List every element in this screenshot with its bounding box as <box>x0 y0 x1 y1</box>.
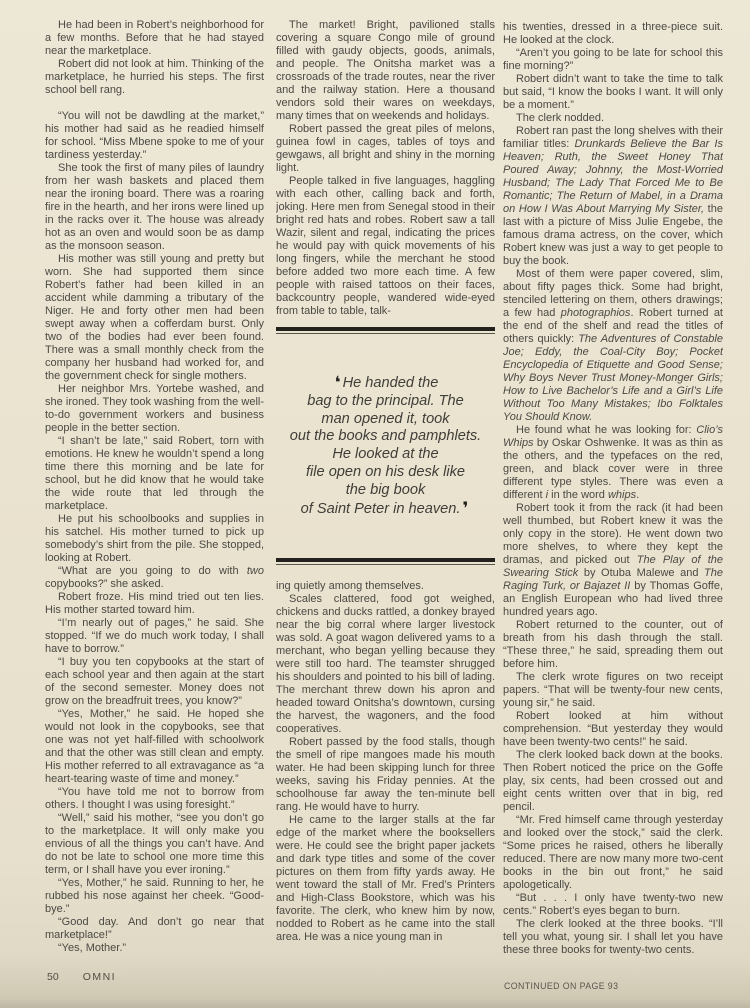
pull-quote-line: ❛ He handed the <box>334 373 439 393</box>
paragraph: “You have told me not to borrow from others. I thought I was using foresight.” <box>45 786 264 811</box>
paragraph: He found what he was looking for: Clio’s Whips by Oskar Oshwenke. It was as thin as the others, and the typefaces on the red, green, and black cover were in three different type styles. There was even a different i in the word whips. <box>503 424 723 501</box>
paragraph: Robert did not look at him. Thinking of the marketplace, he hurried his steps. The first school bell rang. <box>45 58 264 96</box>
open-quote-icon: ❛ <box>334 373 341 393</box>
paragraph: “I shan’t be late,” said Robert, torn with emotions. He knew he wouldn’t spend a long time there this morning and be late for school, but he did know that he would take the wide route that led through the marketplace. <box>45 435 264 512</box>
paragraph: His mother was still young and pretty but worn. She had supported them since Robert’s father had been killed in an accident while damming a tributary of the Niger. He and forty other men had been swept away when a cofferdam burst. Only two of the bodies had ever been found. There was a small monthly check from the company her husband had worked for, and the government check for single mothers. <box>45 253 264 382</box>
paragraph: Robert passed by the food stalls, though the smell of ripe mangoes made his mouth water. He had been skipping lunch for three weeks, saving his Friday pennies. At the schoolhouse far away the ten-minute bell rang. He would have to hurry. <box>276 736 495 814</box>
paragraph: “Yes, Mother,” he said. He hoped she would not look in the copybooks, see that one was not yet half-filled with schoolwork and that the other was still clean and empty. His mother referred to all extravagance as “a heart-tearing waste of time and money.” <box>45 708 264 785</box>
paragraph: “But . . . I only have twenty-two new cents.” Robert’s eyes began to burn. <box>503 892 723 917</box>
pull-quote-bottom-rule <box>276 558 495 565</box>
close-quote-icon: ❜ <box>462 498 469 519</box>
pull-quote-line: man opened it, took <box>321 410 450 427</box>
paragraph: Robert took it from the rack (it had been well thumbed, but Robert knew it was the only copy in the store). He went down two more shelves, to where they kept the dramas, and picked out The Play of the Swearing Stick by Otuba Malewe and The Raging Turk, or Bajazet II by Thomas Goffe, an English European who had lived three hundred years ago. <box>503 502 723 618</box>
paragraph: She took the first of many piles of laundry from her wash baskets and placed them near the ironing board. There was a roaring fire in the hearth, and her irons were lined up in the racks over it. The house was already hot as an oven and would soon be as damp as the monsoon season. <box>45 162 264 252</box>
magazine-title: OMNI <box>82 971 117 983</box>
pull-quote-line: file open on his desk like <box>305 463 465 480</box>
paragraph: “Yes, Mother.” <box>58 942 127 954</box>
pull-quote <box>276 374 495 518</box>
article-column-1 <box>45 19 264 963</box>
paragraph: “What are you going to do with two copybooks?” she asked. <box>45 565 264 590</box>
paragraph: “I’m nearly out of pages,” he said. She stopped. “If we do much work today, I shall have to borrow.” <box>45 617 264 655</box>
paragraph: his twenties, dressed in a three-piece suit. He looked at the clock. <box>503 21 723 46</box>
continued-notice: CONTINUED ON PAGE 93 <box>504 981 619 991</box>
paragraph: Robert returned to the counter, out of breath from his dash through the stall. “These three,” he said, spreading them out before him. <box>503 619 723 670</box>
page-footer <box>47 971 116 983</box>
paragraph: Robert ran past the long shelves with their familiar titles: Drunkards Believe the Bar Is Heaven; Ruth, the Sweet Honey That Poured Away; Johnny, the Most-Worried Husband; The Lady That Forced Me to Be Romantic; The Return of Mabel, in a Drama on How I Was About Marrying My Sister, the last with a picture of Miss Julie Engebe, the famous drama actress, on the cover, which Robert knew was just a way to get people to buy the book. <box>503 125 723 267</box>
page-number: 50 <box>47 971 59 983</box>
pull-quote-line: the big book <box>345 481 426 498</box>
paragraph: “I buy you ten copybooks at the start of each school year and then again at the start of the second semester. Money does not grow on the breadfruit trees, you know?” <box>45 656 264 707</box>
paragraph: “Good day. And don’t go near that marketplace!” <box>45 916 264 941</box>
pull-quote-line: of Saint Peter in heaven. ❜ <box>300 498 469 519</box>
paragraph: Robert looked at him without comprehension. “But yesterday they would have been twenty-two cents!” he said. <box>503 710 723 748</box>
paragraph: The clerk wrote figures on two receipt papers. “That will be twenty-four new cents, young sir,” he said. <box>503 671 723 709</box>
paragraph: Most of them were paper covered, slim, about fifty pages thick. Some had bright, stenciled lettering on them, others drawings; a few had photographios. Robert turned at the end of the shelf and read the titles of others quickly: The Adventures of Constable Joe; Eddy, the Coal-City Boy; Pocket Encyclopedia of Etiquette and Good Sense; Why Boys Never Trust Money-Monger Girls; How to Live Bachelor’s Life and a Girl’s Life Without Too Many Mistakes; Ibo Folktales You Should Know. <box>503 268 723 423</box>
pull-quote-top-rule <box>276 327 495 334</box>
paragraph: “Mr. Fred himself came through yesterday and looked over the stock,” said the clerk. “Some prices he raised, others he liberally reduced. There are now many more two-cent books in the bin out front,” he said apologetically. <box>503 814 723 891</box>
paragraph: He came to the larger stalls at the far edge of the market where the booksellers were. He could see the bright paper jackets and dark type titles and some of the cover pictures on them from fifty yards away. He went toward the stall of Mr. Fred’s Printers and High-Class Bookstore, which was his favorite. The clerk, who knew him by now, nodded to Robert as he came into the stall area. He was a nice young man in <box>276 814 495 944</box>
paragraph: Robert froze. His mind tried out ten lies. His mother started toward him. <box>45 591 264 616</box>
paragraph: Robert didn’t want to take the time to talk but said, “I know the books I want. It will only be a moment.” <box>503 73 723 111</box>
paragraph: People talked in five languages, haggling with each other, calling back and forth, joking. Here men from Senegal stood in their bright red hats and robes. Robert saw a tall Wazir, silent and regal, indicating the prices he would pay with quick movements of his long fingers, while the merchant he stood before added two more each time. A few people with raised tattoos on their faces, backcountry people, wandered wide-eyed from table to table, talk- <box>276 175 495 317</box>
paragraph: “You will not be dawdling at the market,” his mother had said as he readied himself for school. “Miss Mbene spoke to me of your tardiness yesterday.” <box>45 110 264 161</box>
pull-quote-line: out the books and pamphlets. <box>289 428 482 445</box>
paragraph: The market! Bright, pavilioned stalls covering a square Congo mile of ground filled with gaudy objects, goods, animals, and people. The Onitsha market was a crossroads of the trade routes, near the river and the railway station. Here a thousand vendors sold their wares on weekdays, many times that on weekends and holidays. <box>276 19 495 122</box>
pull-quote-line: bag to the principal. The <box>307 392 464 409</box>
paragraph: Her neighbor Mrs. Yortebe washed, and she ironed. They took washing from the well-to-do government workers and business people in the better section. <box>45 383 264 434</box>
paragraph: The clerk nodded. <box>516 112 605 124</box>
paragraph: The clerk looked back down at the books. Then Robert noticed the price on the Goffe play, six cents, had been crossed out and eight cents written over that in big, red pencil. <box>503 749 723 813</box>
paragraph: ing quietly among themselves. <box>276 580 424 593</box>
article-column-3 <box>503 21 723 973</box>
paragraph: Scales clattered, food got weighed, chickens and ducks rattled, a donkey brayed near the big corral where larger livestock was sold. A goat wagon delivered yams to a merchant, who began yelling because they were still too hard. The teamster shrugged his shoulders and pointed to his bill of lading. The merchant threw down his apron and headed toward Onitsha’s downtown, cursing the harvest, the wagoners, and the food cooperatives. <box>276 593 495 736</box>
paragraph: “Well,” said his mother, “see you don’t go to the marketplace. It will only make you envious of all the things you can’t have. And do not be late to school one more time this term, or I shall have you ever ironing.” <box>45 812 264 876</box>
paragraph: The clerk looked at the three books. “I’ll tell you what, young sir. I shall let you have these three books for twenty-two cents. <box>503 918 723 956</box>
pull-quote-line: He looked at the <box>332 446 439 463</box>
paragraph: He had been in Robert’s neighborhood for a few months. Before that he had stayed near the marketplace. <box>45 19 264 57</box>
paragraph: Robert passed the great piles of melons, guinea fowl in cages, tables of toys and gewgaws, all bright and shiny in the morning light. <box>276 123 495 174</box>
article-column-2 <box>276 19 495 1005</box>
paragraph: He put his schoolbooks and supplies in his satchel. His mother turned to pick up somebody’s shirt from the pile. She stopped, looking at Robert. <box>45 513 264 564</box>
article-column-2-top <box>276 19 495 318</box>
article-column-2-bottom <box>276 580 495 944</box>
paragraph: “Aren’t you going to be late for school this fine morning?” <box>503 47 723 72</box>
paragraph: “Yes, Mother,” he said. Running to her, he rubbed his nose against her cheek. “Good-bye.” <box>45 877 264 915</box>
